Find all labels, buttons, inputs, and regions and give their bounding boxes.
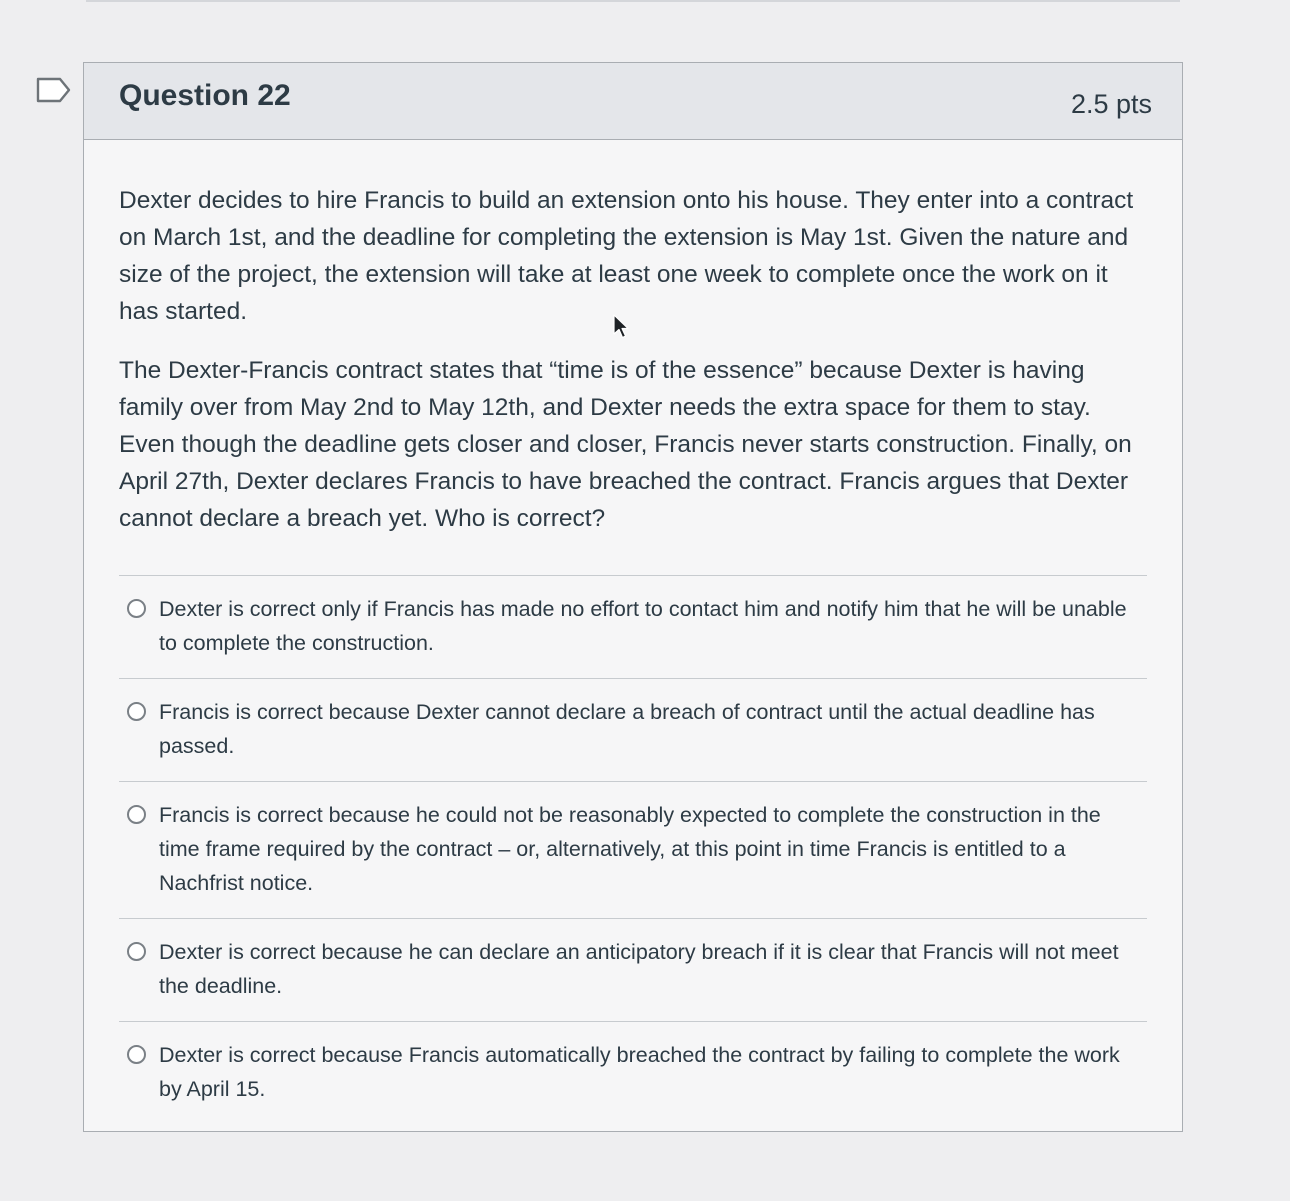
top-divider: [86, 0, 1180, 2]
answer-label[interactable]: Dexter is correct because Francis automatically breached the contract by failing to complete the work by April 15.: [159, 1043, 1120, 1101]
answer-option[interactable]: [119, 576, 1147, 679]
radio-button[interactable]: [127, 805, 146, 824]
question-title: Question 22: [119, 79, 291, 112]
answer-label[interactable]: Dexter is correct only if Francis has made no effort to contact him and notify him that he will be unable to complete the construction.: [159, 597, 1127, 655]
radio-button[interactable]: [127, 702, 146, 721]
answer-label[interactable]: Francis is correct because Dexter cannot declare a breach of contract until the actual deadline has passed.: [159, 700, 1095, 758]
question-body: [84, 140, 1182, 1124]
radio-button[interactable]: [127, 599, 146, 618]
question-stem-paragraph: Dexter decides to hire Francis to build an extension onto his house. They enter into a contract on March 1st, and the deadline for completing the extension is May 1st. Given the nature and size of the project, the extension will take at least one week to complete once the work on it has started.: [119, 187, 1134, 325]
radio-button[interactable]: [127, 942, 146, 961]
question-header: [84, 63, 1182, 140]
answer-option[interactable]: [119, 679, 1147, 782]
answer-option[interactable]: [119, 919, 1147, 1022]
question-stem: [119, 182, 1147, 537]
answer-label[interactable]: Dexter is correct because he can declare an anticipatory breach if it is clear that Francis will not meet the deadline.: [159, 940, 1119, 998]
answer-option[interactable]: [119, 782, 1147, 919]
answer-label[interactable]: Francis is correct because he could not be reasonably expected to complete the construction in the time frame required by the contract – or, alternatively, at this point in time Francis is entitled to a Nachfrist notice.: [159, 803, 1101, 895]
mouse-pointer-icon: [612, 314, 630, 340]
question-stem-paragraph: The Dexter-Francis contract states that “time is of the essence” because Dexter is having family over from May 2nd to May 12th, and Dexter needs the extra space for them to stay. Even though the deadline gets closer and closer, Francis never starts construction. Finally, on April 27th, Dexter declares Francis to have breached the contract. Francis argues that Dexter cannot declare a breach yet. Who is correct?: [119, 357, 1132, 532]
question-card: [83, 62, 1183, 1132]
answer-list: [119, 575, 1147, 1124]
question-points: 2.5 pts: [1070, 89, 1152, 119]
radio-button[interactable]: [127, 1045, 146, 1064]
answer-option[interactable]: [119, 1022, 1147, 1124]
bookmark-flag-icon[interactable]: [36, 77, 72, 103]
